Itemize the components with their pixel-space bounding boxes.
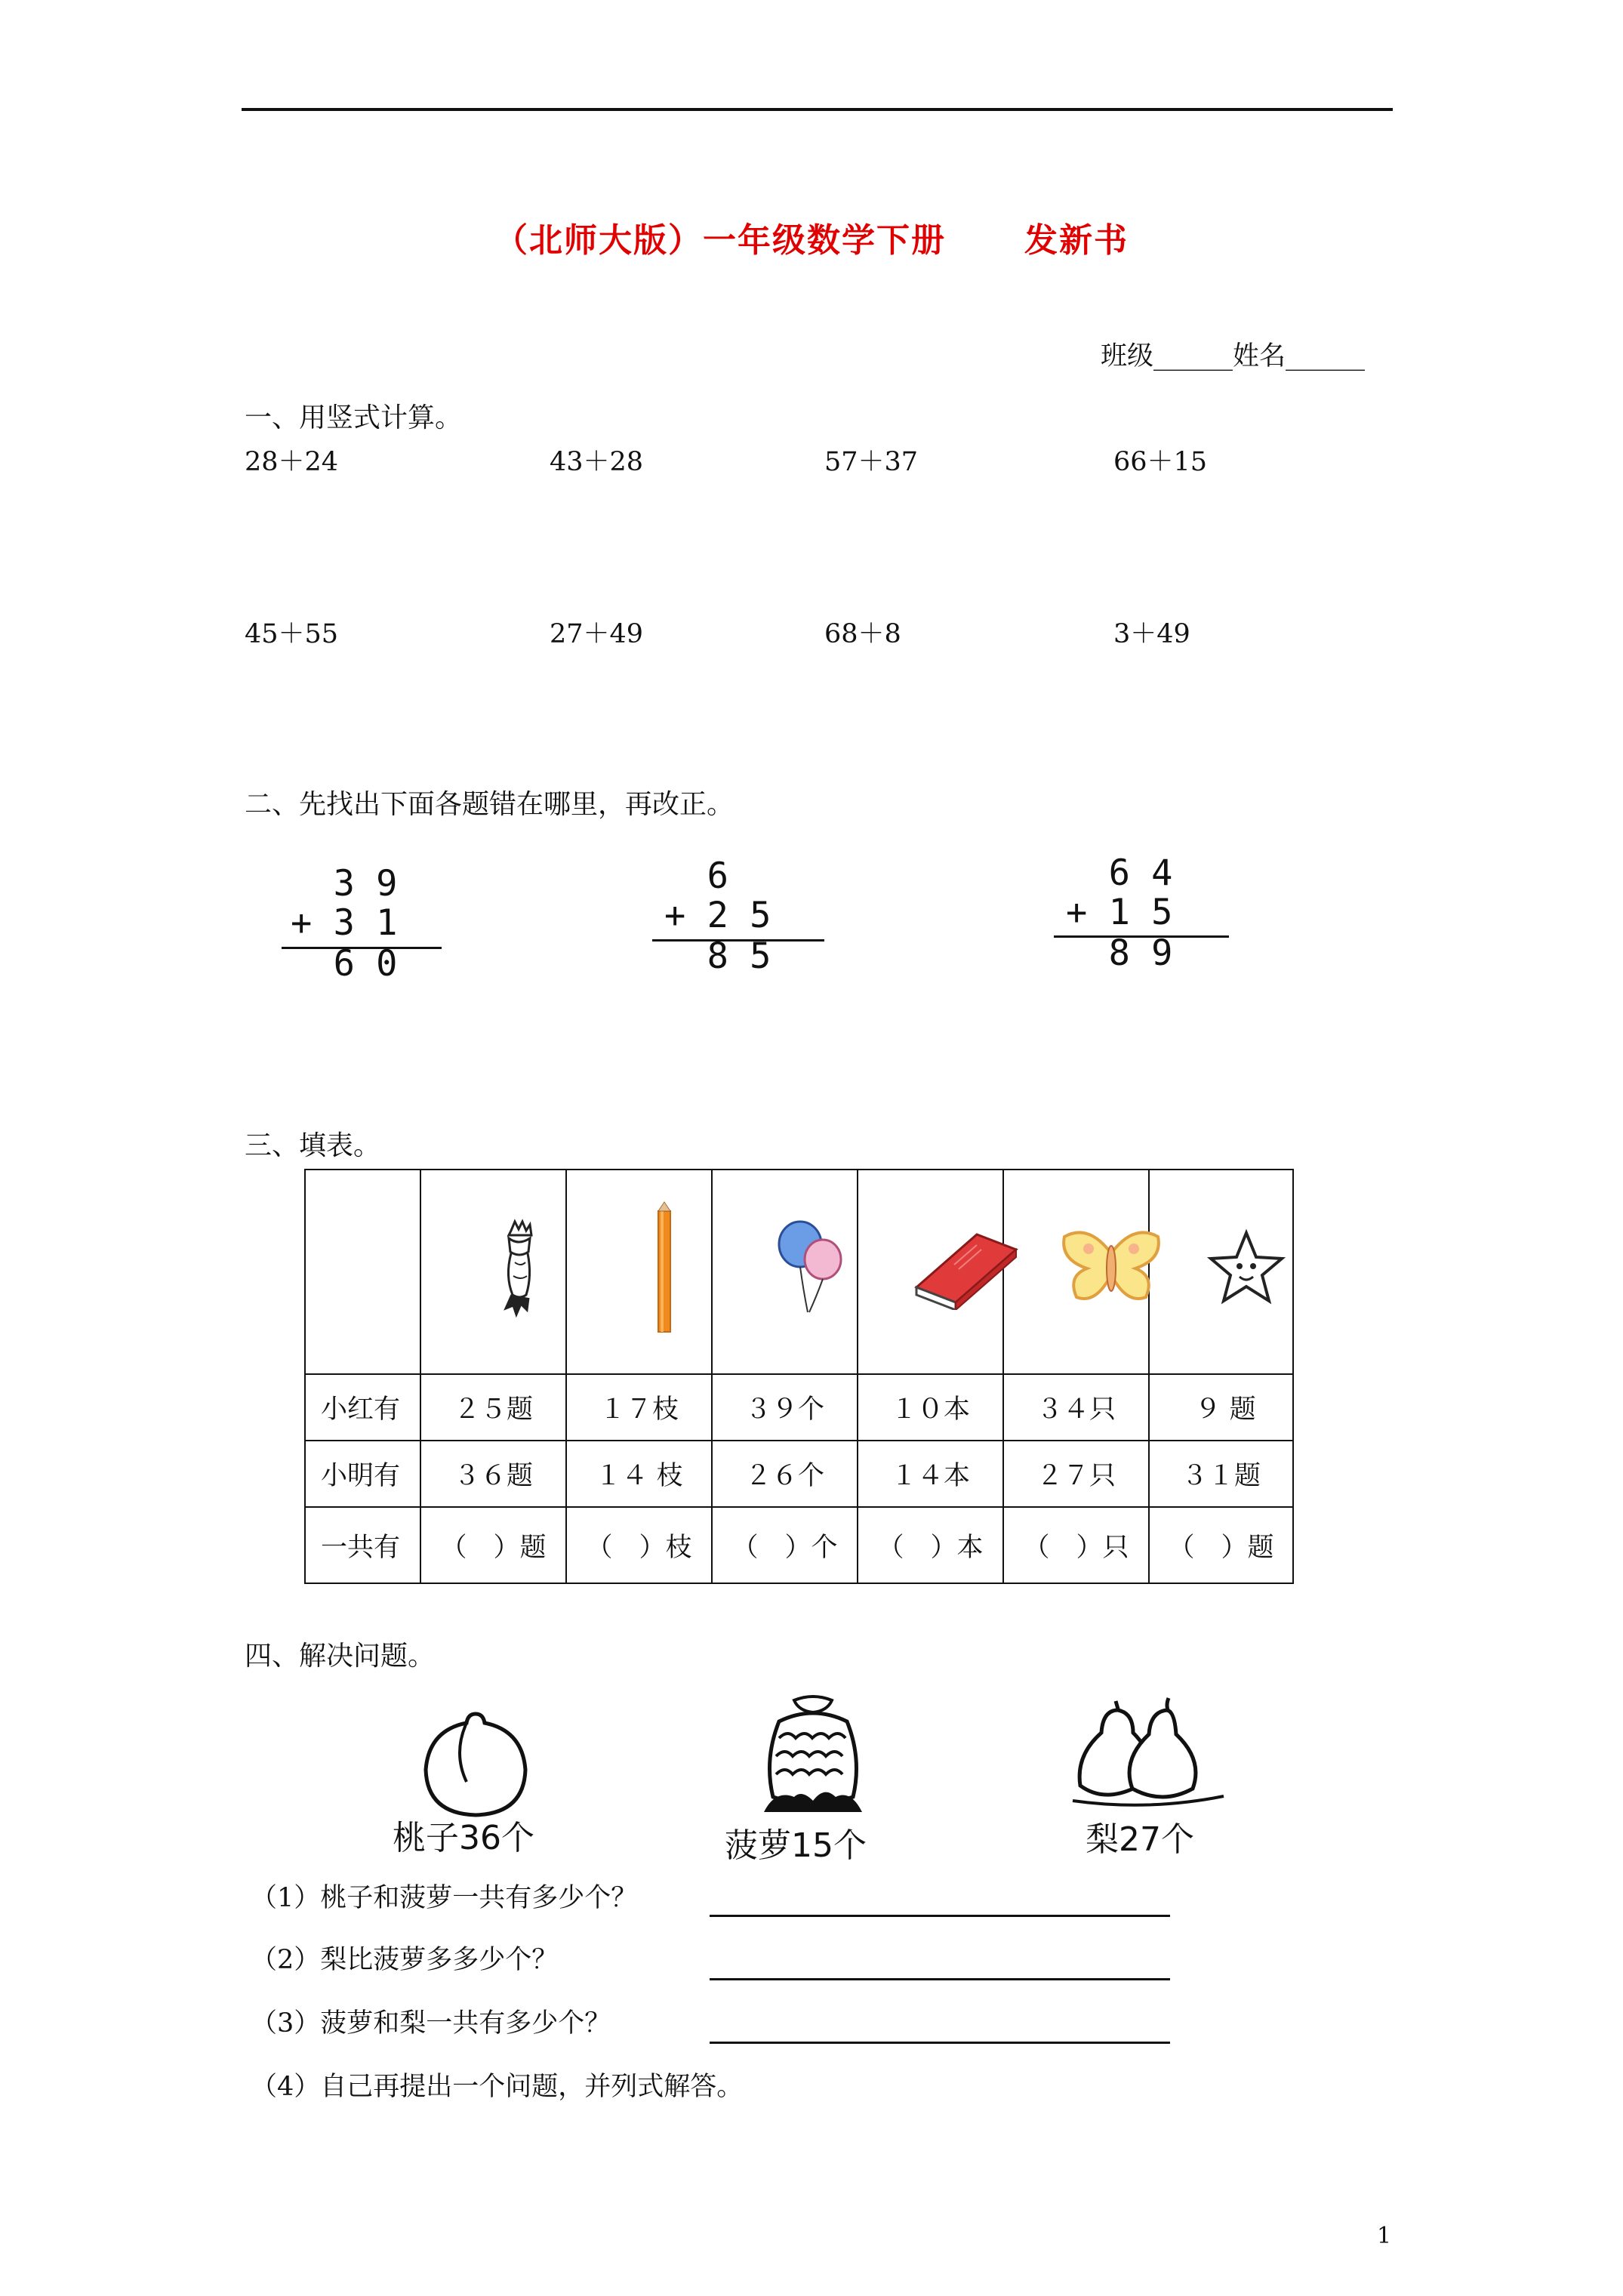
answer-cell[interactable]: （ ）只 (1003, 1507, 1149, 1583)
star-cell (1149, 1170, 1293, 1374)
calc-item: 27＋49 (550, 619, 644, 649)
section2-heading: 二、先找出下面各题错在哪里，再改正。 (245, 789, 735, 820)
question-4: （4）自己再提出一个问题，并列式解答。 (251, 2072, 744, 2102)
table-cell: ２６个 (712, 1441, 858, 1507)
calc-item: 43＋28 (550, 447, 644, 477)
calc-item: 66＋15 (1113, 447, 1208, 477)
answer-cell[interactable]: （ ）本 (858, 1507, 1003, 1583)
calc-item: 3＋49 (1113, 619, 1190, 649)
table-cell: ３１题 (1149, 1441, 1293, 1507)
table-cell: ２５题 (420, 1374, 566, 1441)
pineapple-icon (749, 1691, 877, 1820)
answer-cell[interactable]: （ ）题 (1149, 1507, 1293, 1583)
vertical-problem-2 (664, 856, 830, 985)
candy-cell (420, 1170, 566, 1374)
answer-cell[interactable]: （ ）枝 (566, 1507, 712, 1583)
calc-item: 57＋37 (824, 447, 919, 477)
class-name-line: 班级______姓名______ (1101, 341, 1366, 371)
table-cell: ９ 题 (1149, 1374, 1293, 1441)
vertical-problem-1 (291, 864, 457, 992)
butterfly-cell (1003, 1170, 1149, 1374)
balloons-cell (712, 1170, 858, 1374)
section4-heading: 四、解决问题。 (245, 1641, 436, 1672)
vertical-problem-3 (1066, 853, 1232, 982)
question-3: （3）菠萝和梨一共有多少个？ (251, 2008, 611, 2039)
answer-line[interactable] (710, 1978, 1170, 1980)
answer-line[interactable] (710, 2042, 1170, 2044)
addend-top: 6 4 (1066, 852, 1173, 894)
table-cell: １４本 (858, 1441, 1003, 1507)
sum-result: 6 0 (291, 943, 398, 985)
answer-cell[interactable]: （ ）题 (420, 1507, 566, 1583)
peach-icon (419, 1708, 532, 1821)
pencil-icon (649, 1200, 679, 1336)
answer-cell[interactable]: （ ）个 (712, 1507, 858, 1583)
table-cell: ３９个 (712, 1374, 858, 1441)
calc-item: 68＋8 (824, 619, 901, 649)
section1-heading: 一、用竖式计算。 (245, 402, 463, 433)
pencil-cell (566, 1170, 712, 1374)
fruit-label-pear: 梨27个 (1086, 1820, 1194, 1859)
top-rule (242, 108, 1393, 111)
sum-result: 8 9 (1066, 932, 1173, 974)
table-cell: ３６题 (420, 1441, 566, 1507)
answer-line[interactable] (710, 1915, 1170, 1917)
page-number: 1 (1377, 2223, 1392, 2249)
table-cell: ２７只 (1003, 1441, 1149, 1507)
row-label-xiaohong: 小红有 (305, 1374, 420, 1441)
candy-icon (485, 1216, 553, 1321)
addend-top: 6 (664, 855, 771, 897)
row-label-total: 一共有 (305, 1507, 420, 1583)
table-cell: ３４只 (1003, 1374, 1149, 1441)
table-corner-cell (305, 1170, 420, 1374)
fruit-label-peach: 桃子36个 (393, 1819, 534, 1857)
balloons-icon (768, 1216, 852, 1321)
page-title: （北师大版）一年级数学下册 发新书 (494, 221, 1129, 260)
row-label-xiaoming: 小明有 (305, 1441, 420, 1507)
addend-bottom: + 3 1 (291, 902, 398, 944)
question-1: （1）桃子和菠萝一共有多少个？ (251, 1883, 638, 1913)
star-icon (1205, 1227, 1288, 1310)
sum-result: 8 5 (664, 935, 771, 977)
fruit-label-pineapple: 菠萝15个 (725, 1826, 867, 1865)
pears-icon (1069, 1695, 1227, 1808)
table-cell: １４ 枝 (566, 1441, 712, 1507)
fill-table (304, 1169, 1294, 1584)
section3-heading: 三、填表。 (245, 1130, 381, 1161)
book-cell (858, 1170, 1003, 1374)
calc-item: 45＋55 (245, 619, 339, 649)
calc-item: 28＋24 (245, 447, 339, 477)
addend-bottom: + 2 5 (664, 895, 771, 936)
question-2: （2）梨比菠萝多多少个？ (251, 1945, 559, 1975)
table-cell: １７枝 (566, 1374, 712, 1441)
butterfly-icon (1055, 1223, 1168, 1314)
addend-top: 3 9 (291, 863, 398, 905)
addend-bottom: + 1 5 (1066, 892, 1173, 933)
table-cell: １０本 (858, 1374, 1003, 1441)
